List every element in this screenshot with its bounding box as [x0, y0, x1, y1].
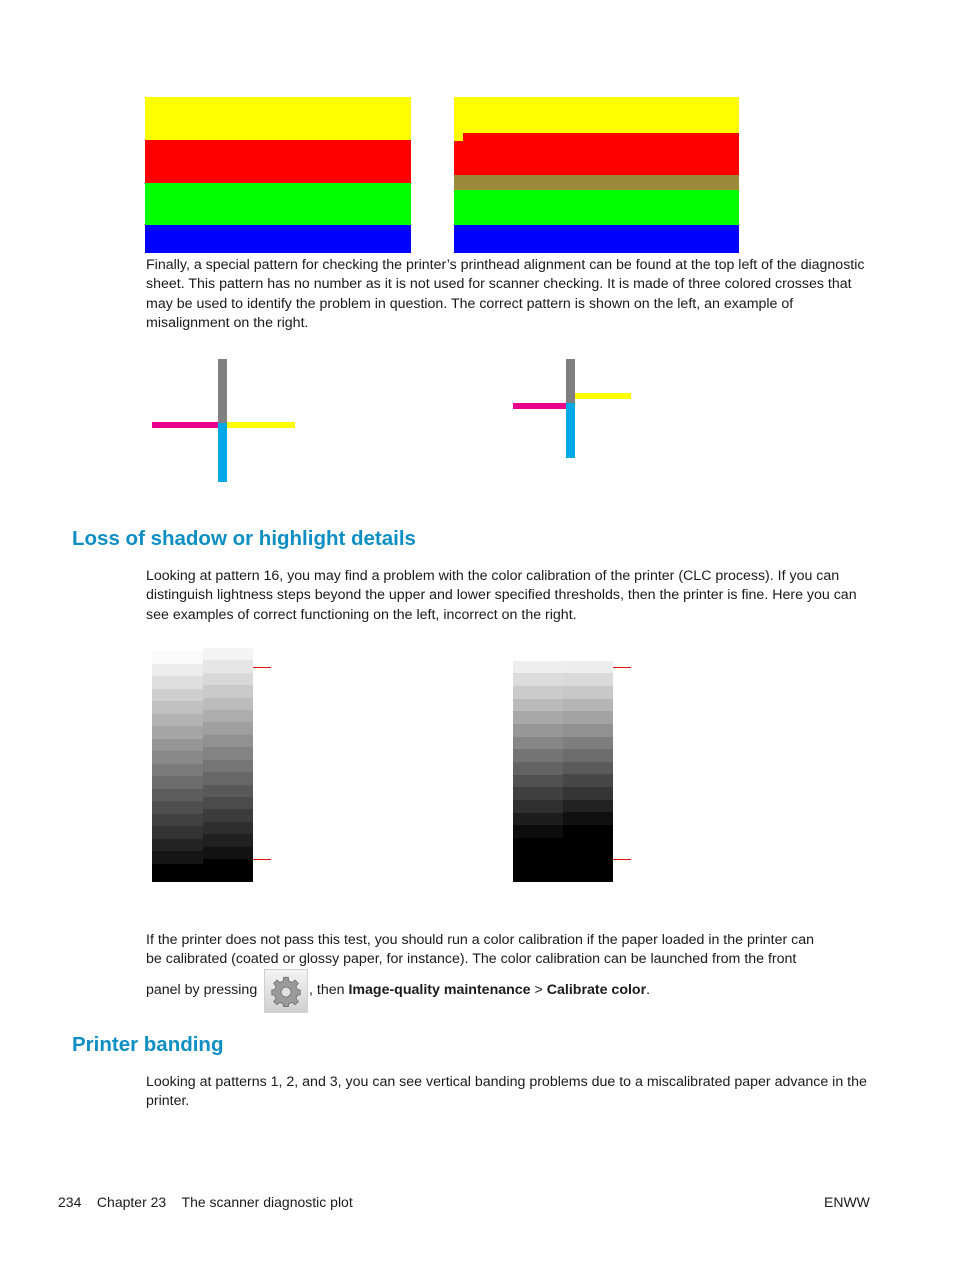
menu-separator: > [534, 982, 543, 998]
gray-ramp-incorrect-left [513, 648, 563, 882]
band-red-incorrect [463, 133, 739, 175]
gray-step [513, 800, 563, 813]
gray-ramp-incorrect-right [563, 648, 613, 882]
gray-step [152, 751, 203, 764]
gray-ramp-correct-right [203, 648, 253, 882]
calibration-line-3-start [146, 981, 257, 1000]
band-blue-incorrect [454, 225, 739, 253]
cross-magenta-bar [152, 422, 218, 428]
gray-step [513, 661, 563, 674]
gray-step [563, 774, 613, 787]
gray-step [513, 686, 563, 699]
gray-step [203, 660, 253, 673]
gray-step [152, 839, 203, 852]
gray-step [152, 651, 203, 664]
gray-step [203, 735, 253, 748]
gray-step [513, 673, 563, 686]
gray-step [563, 737, 613, 750]
gray-step [513, 775, 563, 788]
band-blue-correct [145, 225, 411, 253]
gray-step [563, 724, 613, 737]
cross-gray-bar-misaligned [566, 359, 575, 403]
gray-step [563, 812, 613, 825]
cross-cyan-bar-misaligned [566, 403, 575, 458]
band-red-correct [145, 140, 411, 183]
cross-cyan-bar [218, 423, 227, 482]
footer-page-number: 234 [58, 1194, 82, 1210]
gray-step [203, 722, 253, 735]
gray-step [513, 699, 563, 712]
footer-left [58, 1194, 353, 1210]
gray-step [563, 699, 613, 712]
gray-ramp-correct-left [152, 651, 203, 882]
gear-icon [265, 970, 307, 1012]
menu-image-quality-maintenance: Image-quality maintenance [348, 982, 531, 998]
gray-step [563, 711, 613, 724]
calibration-line-2: be calibrated (coated or glossy paper, for instance). The color calibration can be launched from the front [146, 951, 797, 968]
gray-step [152, 826, 203, 839]
footer-right: ENWW [824, 1194, 870, 1210]
gray-step [203, 809, 253, 822]
gray-step [203, 648, 253, 661]
band-yellow-incorrect [454, 97, 739, 137]
gray-step [203, 698, 253, 711]
cross-magenta-bar-misaligned [513, 403, 566, 409]
calibration-paragraph [146, 931, 870, 970]
gray-step [563, 749, 613, 762]
band-yellow-correct [145, 97, 411, 140]
gray-step [152, 701, 203, 714]
gray-step [563, 686, 613, 699]
gray-step [513, 711, 563, 724]
gray-step [203, 673, 253, 686]
shadow-paragraph: Looking at pattern 16, you may find a problem with the color calibration of the printer (CLC process). If you can distinguish lightness steps beyond the upper and lower specified thresholds, then the printer is fine. Here you can see examples of correct functioning on the left, incorrect on the right. [146, 568, 857, 623]
gray-step [203, 834, 253, 847]
gray-step [203, 822, 253, 835]
calibration-end-text: . [646, 982, 651, 998]
calibration-line-1: If the printer does not pass this test, you should run a color calibration if the paper loaded in the printer can [146, 932, 814, 948]
gray-step [203, 685, 253, 698]
gray-step [152, 676, 203, 689]
black-step [513, 838, 563, 882]
gray-step [513, 813, 563, 826]
gray-step [203, 797, 253, 810]
gray-step [152, 776, 203, 789]
black-step [203, 859, 253, 882]
gray-step [563, 648, 613, 661]
gray-step [152, 851, 203, 864]
gray-step [563, 800, 613, 813]
threshold-mark-top-correct [253, 667, 271, 668]
gray-step [152, 814, 203, 827]
gray-step [152, 764, 203, 777]
gray-step [152, 689, 203, 702]
band-brown-overlap [454, 175, 739, 190]
gray-step [152, 664, 203, 677]
gray-step [203, 760, 253, 773]
gray-step [203, 772, 253, 785]
gray-step [513, 737, 563, 750]
section-heading-shadow: Loss of shadow or highlight details [72, 527, 416, 550]
section-heading-banding: Printer banding [72, 1033, 224, 1056]
gray-step [563, 762, 613, 775]
black-step [563, 825, 613, 882]
gray-step [513, 724, 563, 737]
threshold-mark-bottom-correct [253, 859, 271, 860]
gray-step [203, 710, 253, 723]
threshold-mark-top-incorrect [613, 667, 631, 668]
band-green-incorrect [454, 190, 739, 225]
gray-step [203, 747, 253, 760]
settings-gear-button[interactable] [264, 969, 308, 1013]
calibration-pre-text: panel by pressing [146, 982, 258, 998]
gray-step [152, 789, 203, 802]
band-red-step [454, 141, 463, 175]
gray-step [152, 714, 203, 727]
calibration-mid-text: , then [309, 982, 345, 998]
gray-step [513, 762, 563, 775]
gray-step [152, 801, 203, 814]
banding-paragraph: Looking at patterns 1, 2, and 3, you can see vertical banding problems due to a miscalibrated paper advance in the printer. [146, 1074, 867, 1110]
black-step [152, 864, 203, 882]
cross-gray-bar [218, 359, 227, 423]
gray-step [563, 787, 613, 800]
gray-step [563, 661, 613, 674]
footer-chapter-title: The scanner diagnostic plot [181, 1194, 353, 1210]
gray-step [152, 726, 203, 739]
calibration-line-3-end [309, 981, 650, 1000]
gray-step [513, 749, 563, 762]
gray-step [152, 739, 203, 752]
band-green-correct [145, 183, 411, 225]
cross-yellow-bar-misaligned [575, 393, 631, 399]
menu-calibrate-color: Calibrate color [546, 982, 647, 998]
gray-step [513, 787, 563, 800]
gray-step [563, 673, 613, 686]
gray-step [513, 648, 563, 661]
gray-step [203, 847, 253, 860]
alignment-paragraph: Finally, a special pattern for checking the printer’s printhead alignment can be found at the top left of the diagnostic sheet. This pattern has no number as it is not used for scanner checking. It is made of three colored crosses that may be used to identify the problem in question. The correct pattern is shown on the left, an example of misalignment on the right. [146, 257, 865, 331]
cross-yellow-bar [227, 422, 295, 428]
threshold-mark-bottom-incorrect [613, 859, 631, 860]
gray-step [513, 825, 563, 838]
gray-step [203, 785, 253, 798]
footer-chapter: Chapter 23 [96, 1194, 167, 1210]
